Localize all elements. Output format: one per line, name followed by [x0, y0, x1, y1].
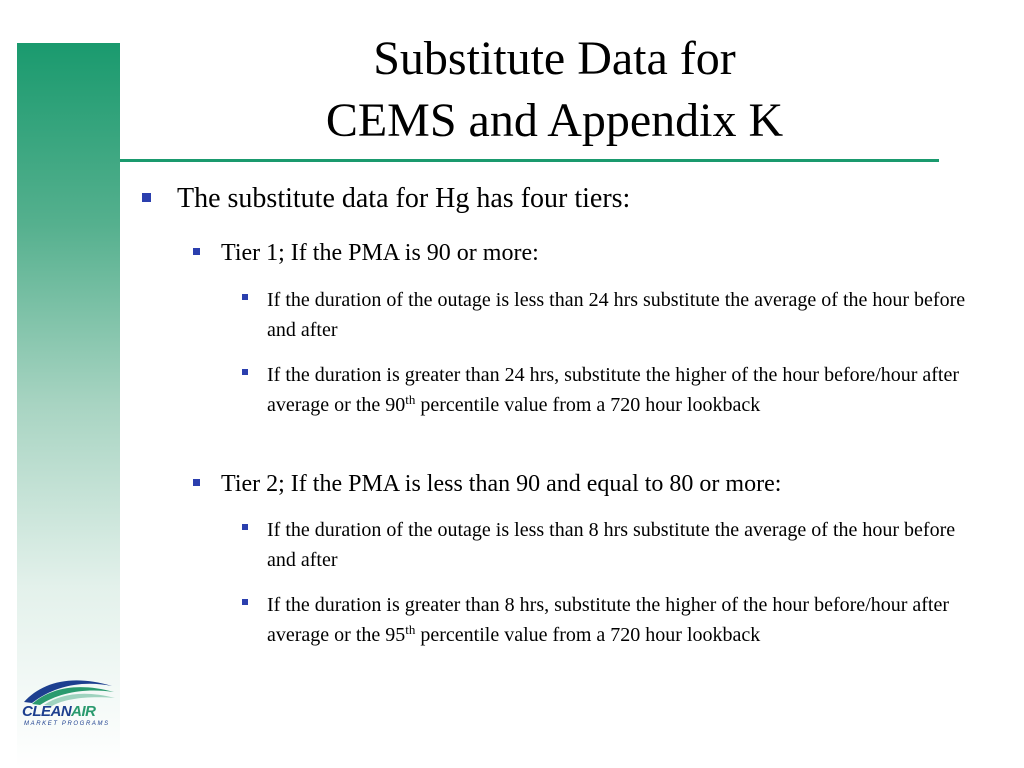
slide-title-line-2: CEMS and Appendix K: [325, 94, 784, 147]
bullet-text: The substitute data for Hg has four tiers:: [177, 183, 631, 214]
bullet-text-part: percentile value from a 720 hour lookback: [415, 624, 761, 646]
logo-word-clean: CLEAN: [22, 703, 72, 720]
bullet-tier2: [193, 469, 781, 499]
bullet-text: If the duration of the outage is less than 8 hrs substitute the average of the hour before and after: [267, 519, 956, 571]
bullet-text-part: percentile value from a 720 hour lookback: [415, 394, 761, 416]
bullet-text: Tier 2; If the PMA is less than 90 and equal to 80 or more:: [221, 471, 782, 497]
bullet-marker: [193, 248, 200, 255]
bullet-marker: [242, 524, 248, 530]
bullet-tier1-item2: [242, 360, 982, 420]
bullet-text: [267, 360, 982, 420]
superscript: th: [405, 622, 416, 637]
slide-title-line-1: Substitute Data for: [373, 32, 736, 85]
logo-word-air: AIR: [71, 703, 96, 720]
bullet-marker: [242, 369, 248, 375]
bullet-marker: [193, 479, 200, 486]
bullet-tier2-item1: [242, 515, 982, 575]
logo-wordmark: [22, 703, 96, 720]
logo-swoosh-icon: [20, 672, 116, 706]
bullet-level1: [142, 183, 630, 215]
bullet-tier1-item1: [242, 285, 982, 345]
bullet-text: Tier 1; If the PMA is 90 or more:: [221, 240, 539, 266]
bullet-text: If the duration of the outage is less than 24 hrs substitute the average of the hour before and after: [267, 289, 966, 341]
bullet-text: [267, 590, 982, 650]
bullet-marker: [242, 294, 248, 300]
bullet-text-part: If the duration is greater than 8 hrs, substitute the higher of the hour before/hour after average or the 95: [267, 594, 950, 646]
bullet-marker: [242, 599, 248, 605]
superscript: th: [405, 392, 416, 407]
bullet-marker: [142, 193, 151, 202]
clean-air-logo: [20, 672, 116, 732]
bullet-tier1: [193, 238, 539, 268]
bullet-text-part: If the duration is greater than 24 hrs, substitute the higher of the hour before/hour after average or the 90: [267, 364, 960, 416]
logo-subtitle: MARKET PROGRAMS: [24, 721, 110, 727]
bullet-tier2-item2: [242, 590, 982, 650]
